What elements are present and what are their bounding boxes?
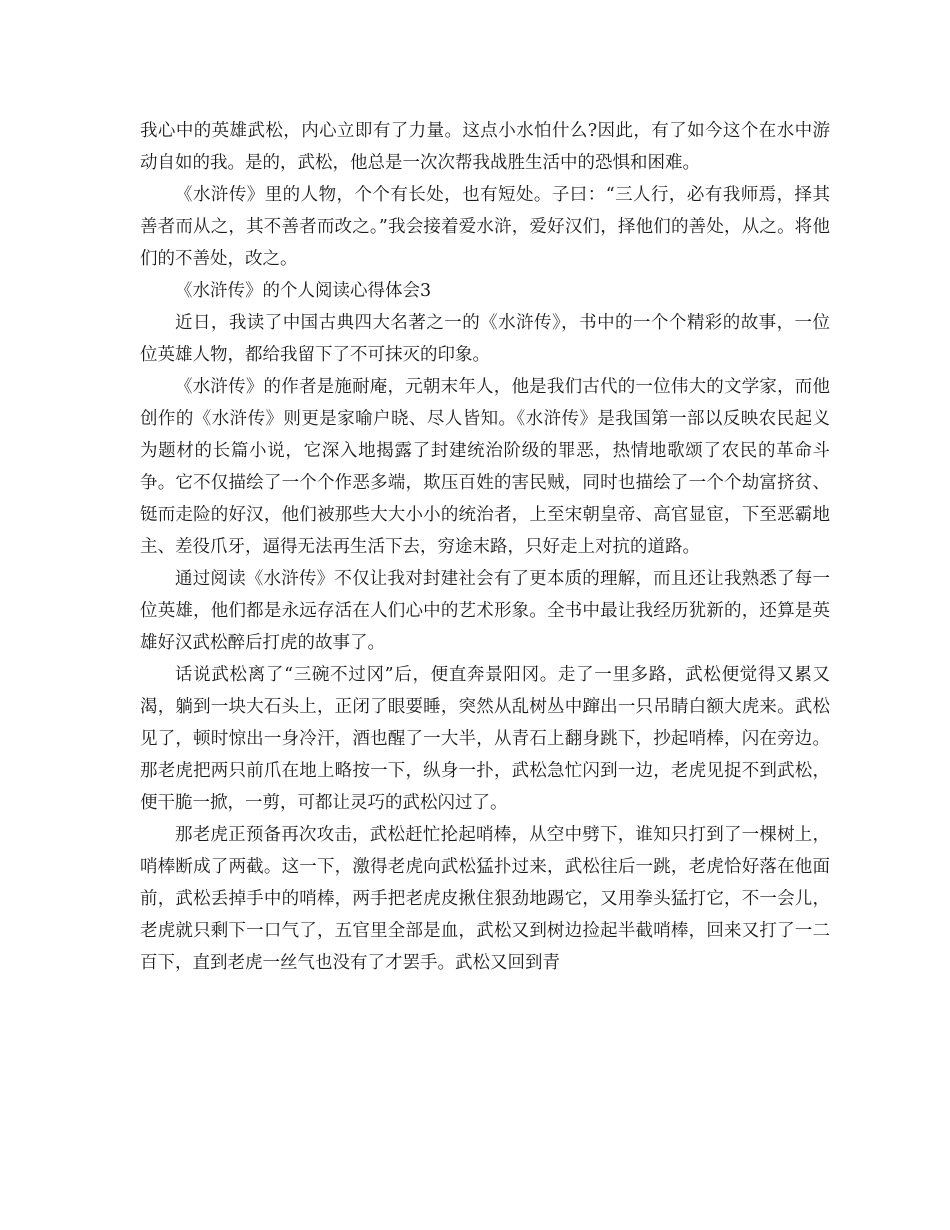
- paragraph-5: 通过阅读《水浒传》不仅让我对封建社会有了更本质的理解，而且还让我熟悉了每一位英雄，他们都是永远存活在人们心中的艺术形象。全书中最让我经历犹新的，还算是英雄好汉武松醉后打虎的故事了。: [140, 569, 830, 653]
- paragraph-2: 《水浒传》里的人物，个个有长处，也有短处。子曰：“三人行，必有我师焉，择其善者而从之，其不善者而改之。”我会接着爱水浒，爱好汉们，择他们的善处，从之。将他们的不善处，改之。: [140, 185, 830, 269]
- paragraph-7: 那老虎正预备再次攻击，武松赶忙抡起哨棒，从空中劈下，谁知只打到了一棵树上，哨棒断成了两截。这一下，激得老虎向武松猛扑过来，武松往后一跳，老虎恰好落在他面前，武松丢掉手中的哨棒，两手把老虎皮揪住狠劲地踢它，又用拳头猛打它，不一会儿，老虎就只剩下一口气了，五官里全部是血，武松又到树边捡起半截哨棒，回来又打了一二百下，直到老虎一丝气也没有了才罢手。武松又回到青: [140, 825, 830, 973]
- paragraph-1: 我心中的英雄武松，内心立即有了力量。这点小水怕什么?因此，有了如今这个在水中游动自如的我。是的，武松，他总是一次次帮我战胜生活中的恐惧和困难。: [140, 121, 830, 173]
- paragraph-4: 《水浒传》的作者是施耐庵，元朝末年人，他是我们古代的一位伟大的文学家，而他创作的《水浒传》则更是家喻户晓、尽人皆知。《水浒传》是我国第一部以反映农民起义为题材的长篇小说，它深入地揭露了封建统治阶级的罪恶，热情地歌颂了农民的革命斗争。它不仅描绘了一个个作恶多端，欺压百姓的害民贼，同时也描绘了一个个劫富挤贫、铤而走险的好汉，他们被那些大大小小的统治者，上至宋朝皇帝、高官显宦，下至恶霸地主、差役爪牙，逼得无法再生活下去，穷途末路，只好走上对抗的道路。: [140, 377, 830, 557]
- paragraph-6: 话说武松离了“三碗不过冈”后，便直奔景阳冈。走了一里多路，武松便觉得又累又渴，躺到一块大石头上，正闭了眼要睡，突然从乱树丛中蹿出一只吊睛白额大虎来。武松见了，顿时惊出一身冷汗，酒也醒了一大半，从青石上翻身跳下，抄起哨棒，闪在旁边。那老虎把两只前爪在地上略按一下，纵身一扑，武松急忙闪到一边，老虎见捉不到武松，便干脆一掀，一剪，可都让灵巧的武松闪过了。: [140, 665, 830, 813]
- document-body: [140, 115, 830, 979]
- section-heading: 《水浒传》的个人阅读心得体会3: [175, 281, 432, 301]
- paragraph-3: 近日，我读了中国古典四大名著之一的《水浒传》，书中的一个个精彩的故事，一位位英雄人物，都给我留下了不可抹灭的印象。: [140, 313, 830, 365]
